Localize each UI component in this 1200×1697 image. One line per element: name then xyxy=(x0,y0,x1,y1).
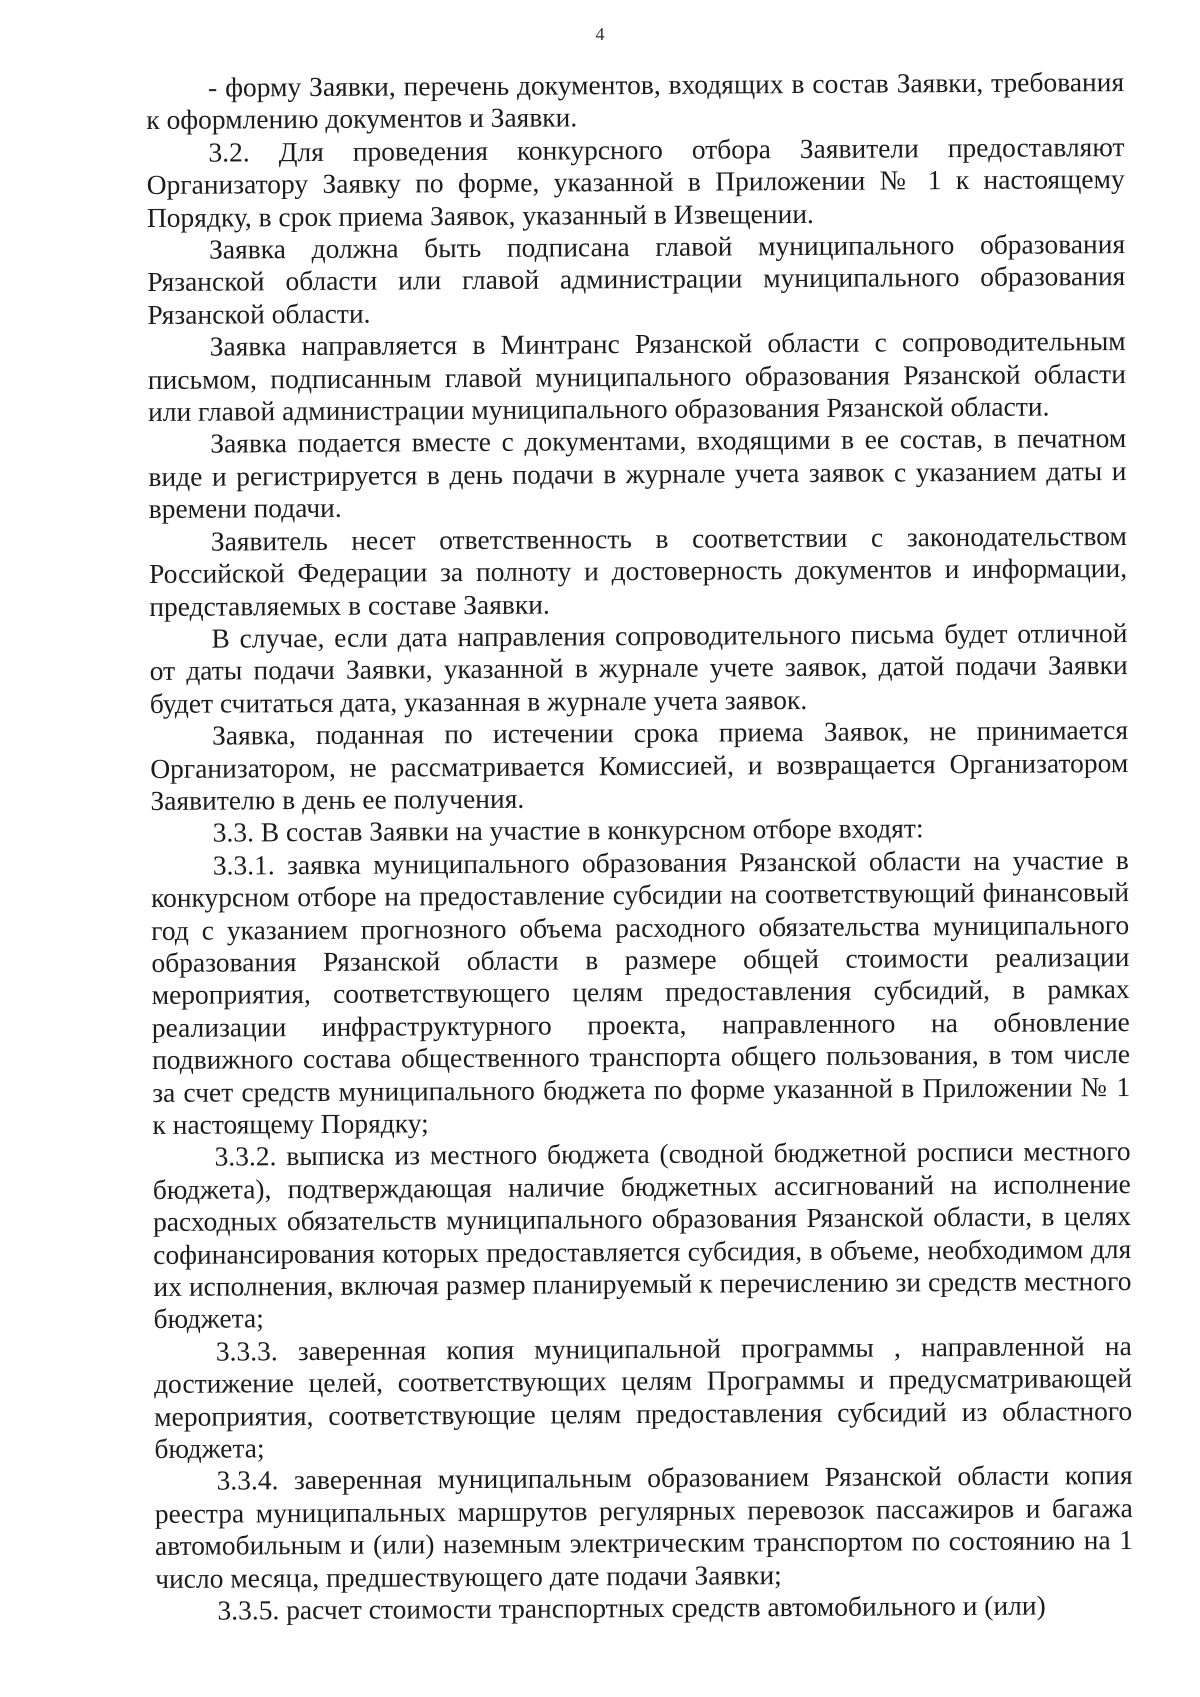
paragraph-3-3-2: 3.3.2. выписка из местного бюджета (сводной бюджетной росписи местного бюджета), подтверждающая наличие бюджетных ассигнований на исполнение расходных обязательств муниципального образования Рязанской области, в целях софинансирования которых предоставляется субсидия, в объеме, необходимом для их исполнения, включая размер планируемый к перечислению зи средств местного бюджета; xyxy=(152,1135,1132,1335)
paragraph-submission: Заявка подается вместе с документами, входящими в ее состав, в печатном виде и регистрируется в день подачи в журнале учета заявок с указанием даты и времени подачи. xyxy=(148,422,1127,525)
paragraph-signature: Заявка должна быть подписана главой муниципального образования Рязанской области или главой администрации муниципального образования Рязанской области. xyxy=(147,228,1126,330)
paragraph-3-3-1: 3.3.1. заявка муниципального образования Рязанской области на участие в конкурсном отборе на предоставление субсидии на соответствующий финансовый год с указанием прогнозного объема расходного обязательства муниципального образования Рязанской области в размере общей стоимости реализации мероприятия, соответствующего целям предоставления субсидий, в рамках реализации инфраструктурного проекта, направленного на обновление подвижного состава общественного транспорта общего пользования, в том числе за счет средств муниципального бюджета по форме указанной в Приложении № 1 к настоящему Порядку; xyxy=(150,843,1131,1140)
paragraph-3-3-5: 3.3.5. расчет стоимости транспортных средств автомобильного и (или) xyxy=(217,1589,1046,1626)
page-number: 4 xyxy=(595,24,605,44)
document-body xyxy=(146,66,1133,1627)
paragraph-late-submission: Заявка, поданная по истечении срока приема Заявок, не принимается Организатором, не рассматривается Комиссией, и возвращается Организатором Заявителю в день ее получения. xyxy=(150,714,1129,816)
paragraph-3-3-3: 3.3.3. заверенная копия муниципальной программы , направленной на достижение целей, соответствующих целям Программы и предусматривающей мероприятия, соответствующие целям предоставления субсидий из областного бюджета; xyxy=(153,1329,1133,1465)
paragraph-cover-letter: Заявка направляется в Минтранс Рязанской области с сопроводительным письмом, подписанным главой муниципального образования Рязанской области или главой администрации муниципального образования Рязанской области. xyxy=(147,325,1126,428)
paragraph-3-3-4: 3.3.4. заверенная муниципальным образованием Рязанской области копия реестра муниципальных маршрутов регулярных перевозок пассажиров и багажа автомобильным и (или) наземным электрическим транспортом по состоянию на 1 число месяца, предшествующего дате подачи Заявки; xyxy=(154,1459,1134,1594)
paragraph-responsibility: Заявитель несет ответственность в соответствии с законодательством Российской Федерации за полноту и достоверность документов и информации, представляемых в составе Заявки. xyxy=(148,519,1128,622)
paragraph-3-2: 3.2. Для проведения конкурсного отбора Заявители предоставляют Организатору Заявку по форме, указанной в Приложении № 1 к настоящему Порядку, в срок приема Заявок, указанный в Извещении. xyxy=(146,130,1125,233)
paragraph-3-3: 3.3. В состав Заявки на участие в конкурсном отборе входят: xyxy=(212,812,924,848)
paragraph-form-list: - форму Заявки, перечень документов, входящих в состав Заявки, требования к оформлению документов и Заявки. xyxy=(146,66,1125,136)
paragraph-date-mismatch: В случае, если дата направления сопроводительного письма будет отличной от даты подачи Заявки, указанной в журнале учете заявок, датой подачи Заявки будет считаться дата, указанная в журнале учета заявок. xyxy=(149,616,1128,719)
